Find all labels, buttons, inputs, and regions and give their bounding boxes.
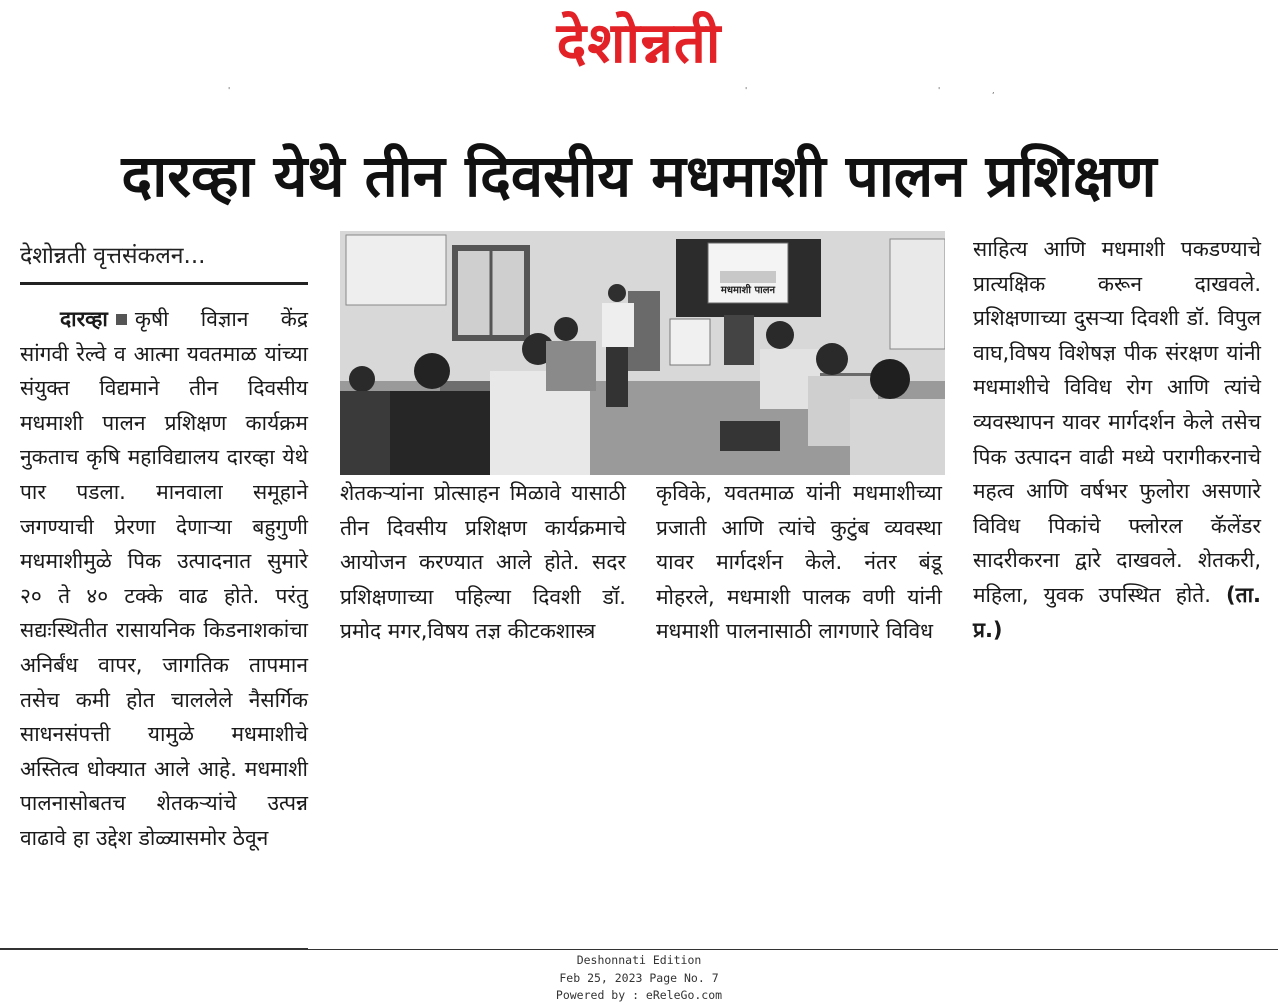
- footer-divider: [0, 949, 1278, 950]
- decor-dot: ': [938, 86, 941, 95]
- dateline-place: दारव्हा: [60, 307, 108, 331]
- article-column-2: शेतकऱ्यांना प्रोत्साहन मिळावे यासाठी तीन दिवसीय प्रशिक्षण कार्यक्रमाचे आयोजन करण्यात आले होते. सदर प्रशिक्षणाच्या पहिल्या दिवशी डॉ. प्रमोद मगर,विषय तज्ञ कीटकशास्त्र: [340, 481, 626, 644]
- article-column-3: कृविके, यवतमाळ यांनी मधमाशीच्या प्रजाती आणि त्यांचे कुटुंब व्यवस्था यावर मार्गदर्शन केले. नंतर बंडू मोहरले, मधमाशी पालक वणी यांनी मधमाशी पालनासाठी लागणारे विविध: [656, 481, 942, 644]
- decor-dot: ,: [992, 86, 995, 95]
- footer-powered-by: Powered by : eReleGo.com: [555, 988, 723, 1002]
- article-headline: दारव्हा येथे तीन दिवसीय मधमाशी पालन प्रशिक्षण: [121, 142, 1157, 210]
- column-4-text: साहित्य आणि मधमाशी पकडण्याचे प्रात्यक्षिक करून दाखवले. प्रशिक्षणाच्या दुसऱ्या दिवशी डॉ. विपुल वाघ,विषय विशेषज्ञ पीक संरक्षण यांनी मधमाशीचे विविध रोग आणि त्यांचे व्यवस्थापन यावर मार्गदर्शन केले तसेच पिक उत्पादन वाढी मध्ये परागीकरनाचे महत्व आणि वर्षभर फुलोरा असणारे विविध पिकांचे फ्लोरल कॅलेंडर सादरीकरना द्वारे दाखवले. शेतकरी, महिला, युवक उपस्थित होते.: [973, 237, 1261, 607]
- decor-dot: ': [228, 86, 231, 95]
- masthead-logo: देशोन्नती: [556, 11, 722, 76]
- square-bullet-icon: [116, 314, 127, 325]
- decor-dot: ': [745, 86, 748, 95]
- training-photo: [340, 231, 945, 475]
- reporter-credit: (ता. प्र.): [973, 582, 1261, 642]
- article-column-1: [20, 302, 308, 856]
- byline-divider: [20, 282, 308, 285]
- byline: देशोन्नती वृत्तसंकलन...: [20, 243, 206, 269]
- page-footer: [0, 952, 1278, 1005]
- column-1-text: कृषी विज्ञान केंद्र सांगवी रेल्वे व आत्मा यवतमाळ यांच्या संयुक्त विद्यमाने तीन दिवसीय मधमाशी पालन प्रशिक्षण कार्यक्रम नुकताच कृषि महाविद्यालय दारव्हा येथे पार पडला. मानवाला समूहाने जगण्याची प्रेरणा देणाऱ्या बहुगुणी मधमाशीमुळे पिक उत्पादनात सुमारे २० ते ४० टक्के वाढ होते. परंतु सद्यःस्थितीत रासायनिक किडनाशकांचा अनिर्बंध वापर, जागतिक तापमान तसेच कमी होत चाललेले नैसर्गिक साधनसंपत्ती यामुळे मधमाशीचे अस्तित्व धोक्यात आले आहे. मधमाशी पालनासोबतच शेतकऱ्यांचे उत्पन्न वाढावे हा उद्देश डोळ्यासमोर ठेवून: [20, 307, 308, 850]
- photo-banner-text: मधमाशी पालन: [720, 285, 776, 296]
- footer-edition: Deshonnati Edition: [576, 953, 702, 967]
- article-column-4: [973, 232, 1261, 647]
- footer-date-page: Feb 25, 2023 Page No. 7: [559, 970, 719, 985]
